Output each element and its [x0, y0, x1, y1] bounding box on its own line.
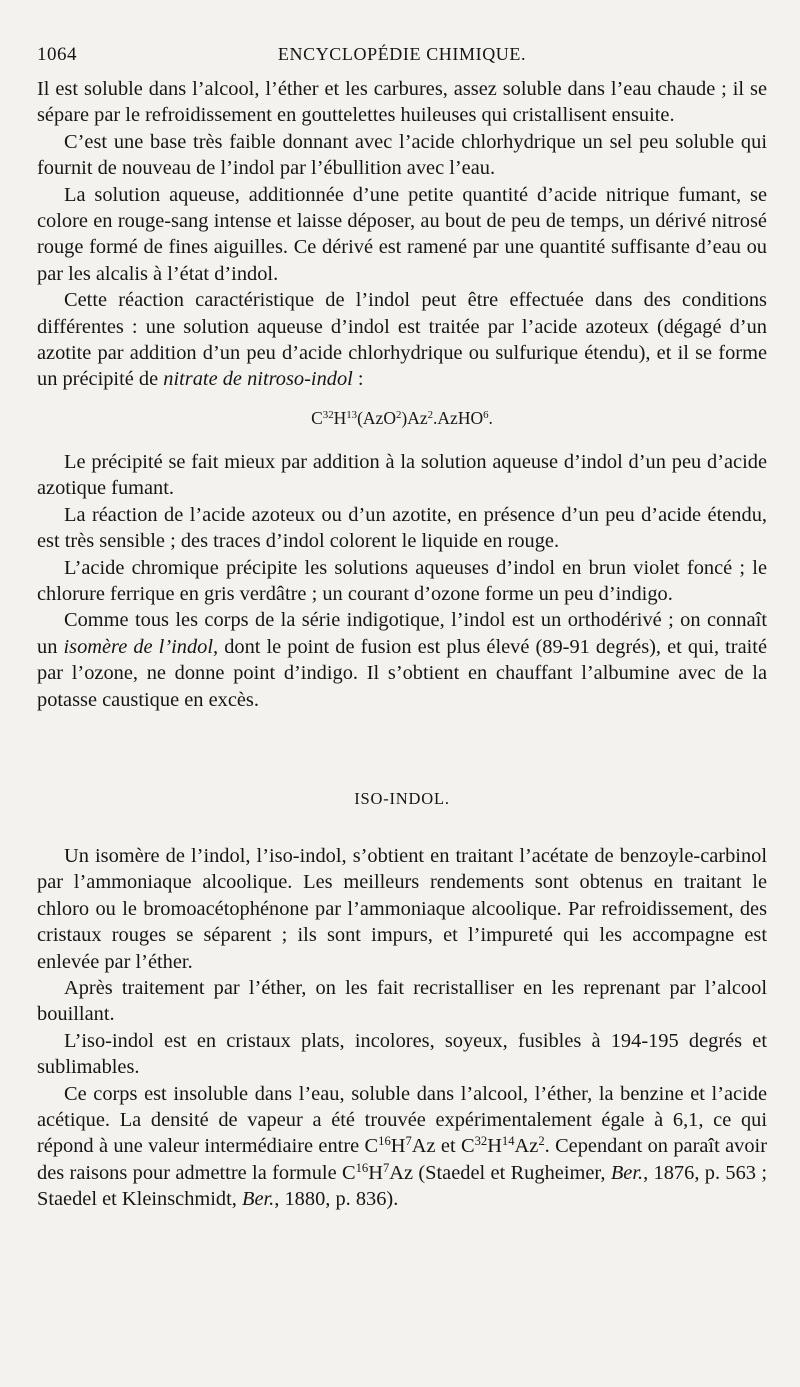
paragraph: Ce corps est insoluble dans l’eau, soluble dans l’alcool, l’éther, la benzine et l’acide acétique. La densité de vapeur a été trouvée expérimentalement égale à 6,1, ce qui répond à une valeur intermédiaire entre $C^{16}H^7Az$ et $C^{32}H^{14}Az^2$. Cependant on paraît avoir des raisons pour admettre la formule $C^{16}H^7Az$ (Staedel et Rugheimer, Ber., 1876, p. 563 ; Staedel et Kleinschmidt, Ber., 1880, p. 836). — [37, 1082, 767, 1211]
paragraph-text: dont le point de fusion est plus élevé (89-91 degrés), et qui, traité par l’ozone, ne donne point d’indigo. Il s’obtient en chauffant l’albumine avec de la potasse caustique en excès. — [37, 635, 767, 711]
running-title: ENCYCLOPÉDIE CHIMIQUE. — [277, 44, 527, 64]
paragraph: La réaction de l’acide azoteux ou d’un azotite, en présence d’un peu d’acide étendu, est très sensible ; des traces d’indol colorent le liquide en rouge. — [37, 503, 767, 553]
chemical-formula: $C^{32}H^{13}(AzO^2)Az^2.AzHO^6$. — [311, 407, 493, 428]
section-heading: ISO-INDOL. — [354, 788, 450, 808]
paragraph: Un isomère de l’indol, l’iso-indol, s’obtient en traitant l’acétate de benzoyle-carbinol par l’ammoniaque alcoolique. Les meilleurs rendements sont obtenus en traitant le chloro ou le bromoacétophénone par l’ammoniaque alcoolique. Par refroidissement, des cristaux rouges se séparent ; ils sont impurs, et l’impureté qui les accompagne est enlevée par l’éther. — [37, 844, 767, 973]
page-number: 1064 — [37, 44, 77, 65]
paragraph: Le précipité se fait mieux par addition à la solution aqueuse d’indol d’un peu d’acide azotique fumant. — [37, 450, 767, 500]
paragraph: Après traitement par l’éther, on les fait recristalliser en les reprenant par l’alcool bouillant. — [37, 976, 767, 1026]
journal-abbreviation: Ber. — [242, 1188, 275, 1211]
paragraph: L’iso-indol est en cristaux plats, incolores, soyeux, fusibles à 194-195 degrés et sublimables. — [37, 1029, 767, 1079]
paragraph: La solution aqueuse, additionnée d’une petite quantité d’acide nitrique fumant, se colore en rouge-sang intense et laisse déposer, au bout de peu de temps, un dérivé nitrosé rouge formé de fines aiguilles. Ce dérivé est ramené par une quantité suffisante d’eau ou par les alcalis à l’état d’indol. — [37, 183, 767, 285]
paragraph: C’est une base très faible donnant avec l’acide chlorhydrique un sel peu soluble qui fournit de nouveau de l’indol par l’ébullition avec l’eau. — [37, 130, 767, 180]
paragraph — [37, 607, 767, 713]
paragraph: L’acide chromique précipite les solutions aqueuses d’indol en brun violet foncé ; le chlorure ferrique en gris verdâtre ; un courant d’ozone forme un peu d’indigo. — [37, 556, 767, 605]
paragraph-text: : — [352, 368, 364, 391]
emphasis-isomer: isomère de l’indol, — [63, 635, 219, 658]
article-body — [37, 76, 767, 1213]
paragraph-text: Comme tous les corps de la série indigotique, l’indol est un orthodérivé ; on connaît un — [37, 609, 767, 658]
paragraph — [37, 287, 767, 393]
document-page — [37, 36, 767, 1213]
journal-abbreviation: Ber. — [610, 1161, 644, 1184]
emphasis-compound-name: nitrate de nitroso-indol — [163, 368, 353, 391]
paragraph: Il est soluble dans l’alcool, l’éther et les carbures, assez soluble dans l’eau chaude ; il se sépare par le refroidissement en gouttelettes huileuses qui cristallisent ensuite. — [37, 78, 767, 127]
paragraph-text: Cette réaction caractéristique de l’indol peut être effectuée dans des conditions différentes : une solution aqueuse d’indol est traitée par l’acide azoteux (dégagé d’un azotite par addition d’un peu d’acide chlorhydrique ou sulfurique étendu), et il se forme un précipité de — [37, 289, 767, 391]
page-header — [37, 36, 767, 76]
